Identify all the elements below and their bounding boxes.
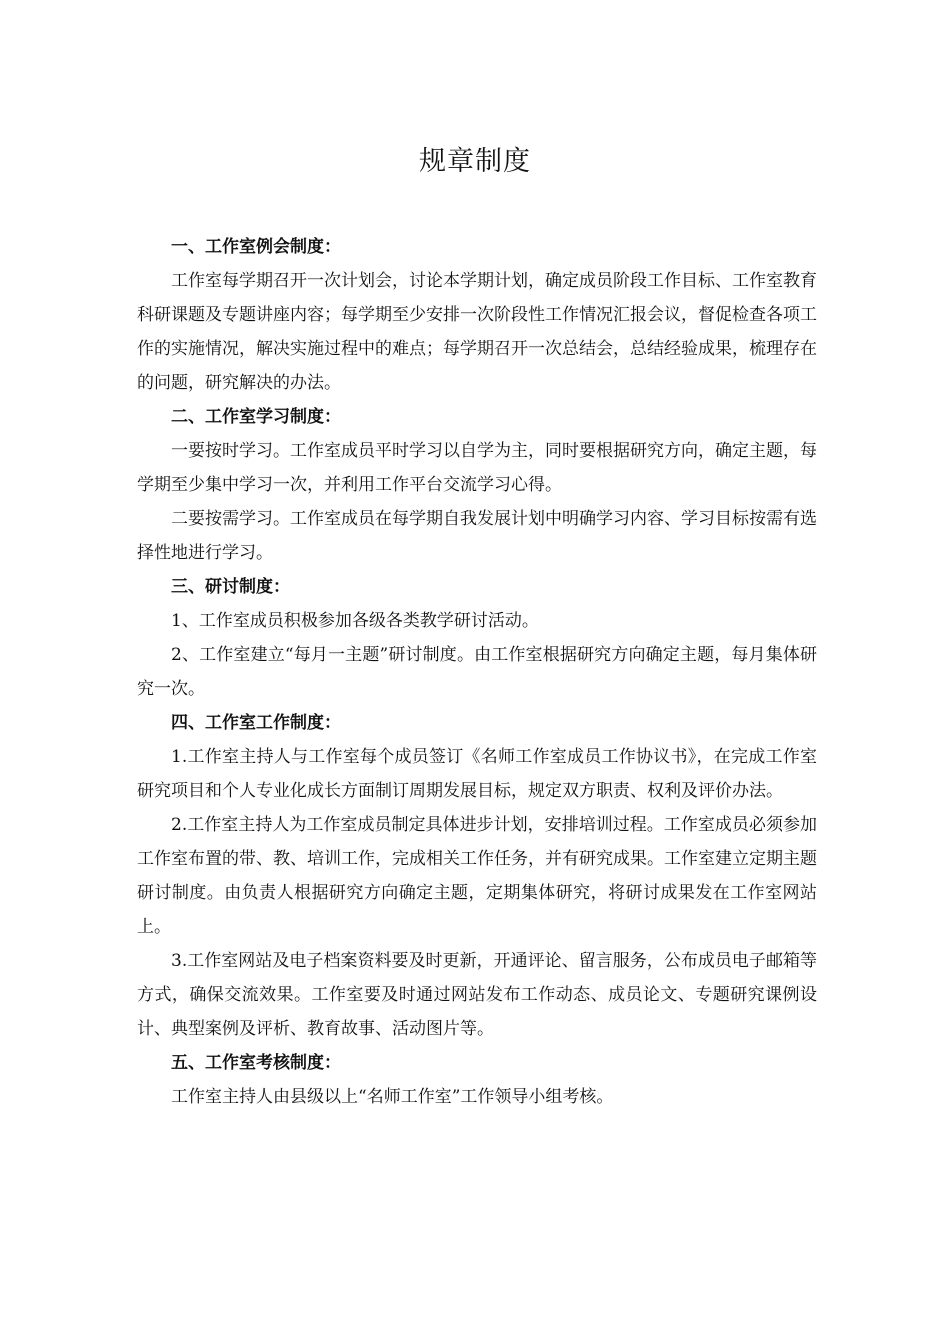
- section-heading-5: 五、工作室考核制度：: [171, 1053, 341, 1073]
- section-heading-4: 四、工作室工作制度：: [171, 713, 341, 733]
- section-3-paragraph-1: 1、工作室成员积极参加各级各类教学研讨活动。: [171, 611, 539, 631]
- page-title: 规章制度: [419, 146, 531, 177]
- section-3-paragraph-2: 2、工作室建立“每月一主题”研讨制度。由工作室根据研究方向确定主题，每月集体研究一次。: [137, 645, 817, 699]
- section-4-paragraph-1: 1.工作室主持人与工作室每个成员签订《名师工作室成员工作协议书》，在完成工作室研究项目和个人专业化成长方面制订周期发展目标，规定双方职责、权利及评价办法。: [137, 747, 817, 801]
- section-1-paragraph-1: 工作室每学期召开一次计划会，讨论本学期计划，确定成员阶段工作目标、工作室教育科研课题及专题讲座内容；每学期至少安排一次阶段性工作情况汇报会议，督促检查各项工作的实施情况，解决实施过程中的难点；每学期召开一次总结会，总结经验成果，梳理存在的问题，研究解决的办法。: [137, 271, 817, 393]
- document-body: [137, 230, 817, 1114]
- section-4-paragraph-3: 3.工作室网站及电子档案资料要及时更新，开通评论、留言服务，公布成员电子邮箱等方式，确保交流效果。工作室要及时通过网站发布工作动态、成员论文、专题研究课例设计、典型案例及评析、教育故事、活动图片等。: [137, 951, 817, 1039]
- section-heading-2: 二、工作室学习制度：: [171, 407, 341, 427]
- section-2-paragraph-1: 一要按时学习。工作室成员平时学习以自学为主，同时要根据研究方向，确定主题，每学期至少集中学习一次，并利用工作平台交流学习心得。: [137, 441, 817, 495]
- section-heading-3: 三、研讨制度：: [171, 577, 290, 597]
- section-4-paragraph-2: 2.工作室主持人为工作室成员制定具体进步计划，安排培训过程。工作室成员必须参加工作室布置的带、教、培训工作，完成相关工作任务，并有研究成果。工作室建立定期主题研讨制度。由负责人根据研究方向确定主题，定期集体研究，将研讨成果发在工作室网站上。: [137, 815, 817, 937]
- section-heading-1: 一、工作室例会制度：: [171, 237, 341, 257]
- section-5-paragraph-1: 工作室主持人由县级以上“名师工作室”工作领导小组考核。: [171, 1087, 614, 1107]
- section-2-paragraph-2: 二要按需学习。工作室成员在每学期自我发展计划中明确学习内容、学习目标按需有选择性地进行学习。: [137, 509, 817, 563]
